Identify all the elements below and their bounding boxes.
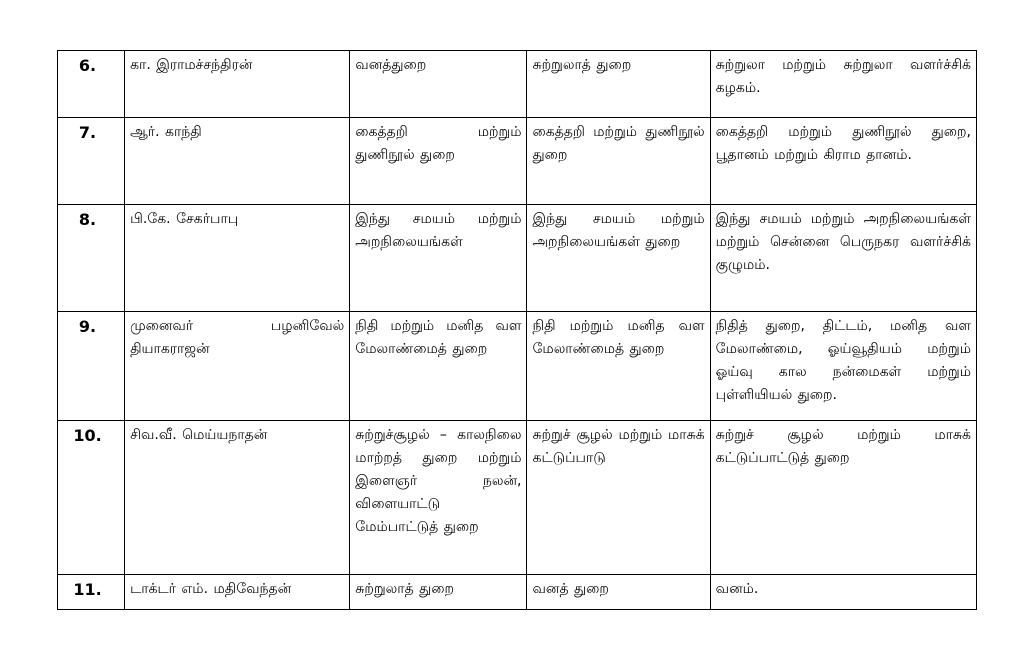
portfolio-details: கைத்தறி மற்றும் துணிநூல் துறை, பூதானம் மற்றும் கிராம தானம்.: [710, 118, 976, 205]
minister-name: கா. இராமச்சந்திரன்: [125, 51, 350, 118]
ministers-portfolio-table: [57, 50, 977, 610]
previous-portfolio: இந்து சமயம் மற்றும் அறநிலையங்கள்: [350, 205, 527, 312]
new-portfolio: வனத் துறை: [527, 575, 710, 610]
portfolio-details: இந்து சமயம் மற்றும் அறநிலையங்கள் மற்றும் சென்னை பெருநகர வளர்ச்சிக் குழுமம்.: [710, 205, 976, 312]
row-number: 8.: [58, 205, 125, 312]
minister-name: பி.கே. சேகர்பாபு: [125, 205, 350, 312]
previous-portfolio: வனத்துறை: [350, 51, 527, 118]
previous-portfolio: சுற்றுச்சூழல் – காலநிலை மாற்றத் துறை மற்றும் இளைஞர் நலன், விளையாட்டு மேம்பாட்டுத் துறை: [350, 421, 527, 575]
table-row: [58, 421, 977, 575]
table-row: [58, 205, 977, 312]
new-portfolio: சுற்றுச் சூழல் மற்றும் மாசுக் கட்டுப்பாடு: [527, 421, 710, 575]
portfolio-details: சுற்றுலா மற்றும் சுற்றுலா வளர்ச்சிக் கழகம்.: [710, 51, 976, 118]
table-row: [58, 575, 977, 610]
table-row: [58, 51, 977, 118]
minister-name: முனைவர் பழனிவேல் தியாகராஜன்: [125, 312, 350, 421]
new-portfolio: இந்து சமயம் மற்றும் அறநிலையங்கள் துறை: [527, 205, 710, 312]
row-number: 6.: [58, 51, 125, 118]
row-number: 7.: [58, 118, 125, 205]
previous-portfolio: நிதி மற்றும் மனித வள மேலாண்மைத் துறை: [350, 312, 527, 421]
row-number: 10.: [58, 421, 125, 575]
minister-name: ஆர். காந்தி: [125, 118, 350, 205]
new-portfolio: சுற்றுலாத் துறை: [527, 51, 710, 118]
previous-portfolio: சுற்றுலாத் துறை: [350, 575, 527, 610]
minister-name: டாக்டர் எம். மதிவேந்தன்: [125, 575, 350, 610]
table-row: [58, 312, 977, 421]
row-number: 9.: [58, 312, 125, 421]
table-row: [58, 118, 977, 205]
new-portfolio: நிதி மற்றும் மனித வள மேலாண்மைத் துறை: [527, 312, 710, 421]
portfolio-details: வனம்.: [710, 575, 976, 610]
minister-name: சிவ.வீ. மெய்யநாதன்: [125, 421, 350, 575]
row-number: 11.: [58, 575, 125, 610]
portfolio-details: நிதித் துறை, திட்டம், மனித வள மேலாண்மை, ஓய்வூதியம் மற்றும் ஓய்வு கால நன்மைகள் மற்றும் புள்ளியியல் துறை.: [710, 312, 976, 421]
portfolio-details: சுற்றுச் சூழல் மற்றும் மாசுக் கட்டுப்பாட்டுத் துறை: [710, 421, 976, 575]
previous-portfolio: கைத்தறி மற்றும் துணிநூல் துறை: [350, 118, 527, 205]
new-portfolio: கைத்தறி மற்றும் துணிநூல் துறை: [527, 118, 710, 205]
